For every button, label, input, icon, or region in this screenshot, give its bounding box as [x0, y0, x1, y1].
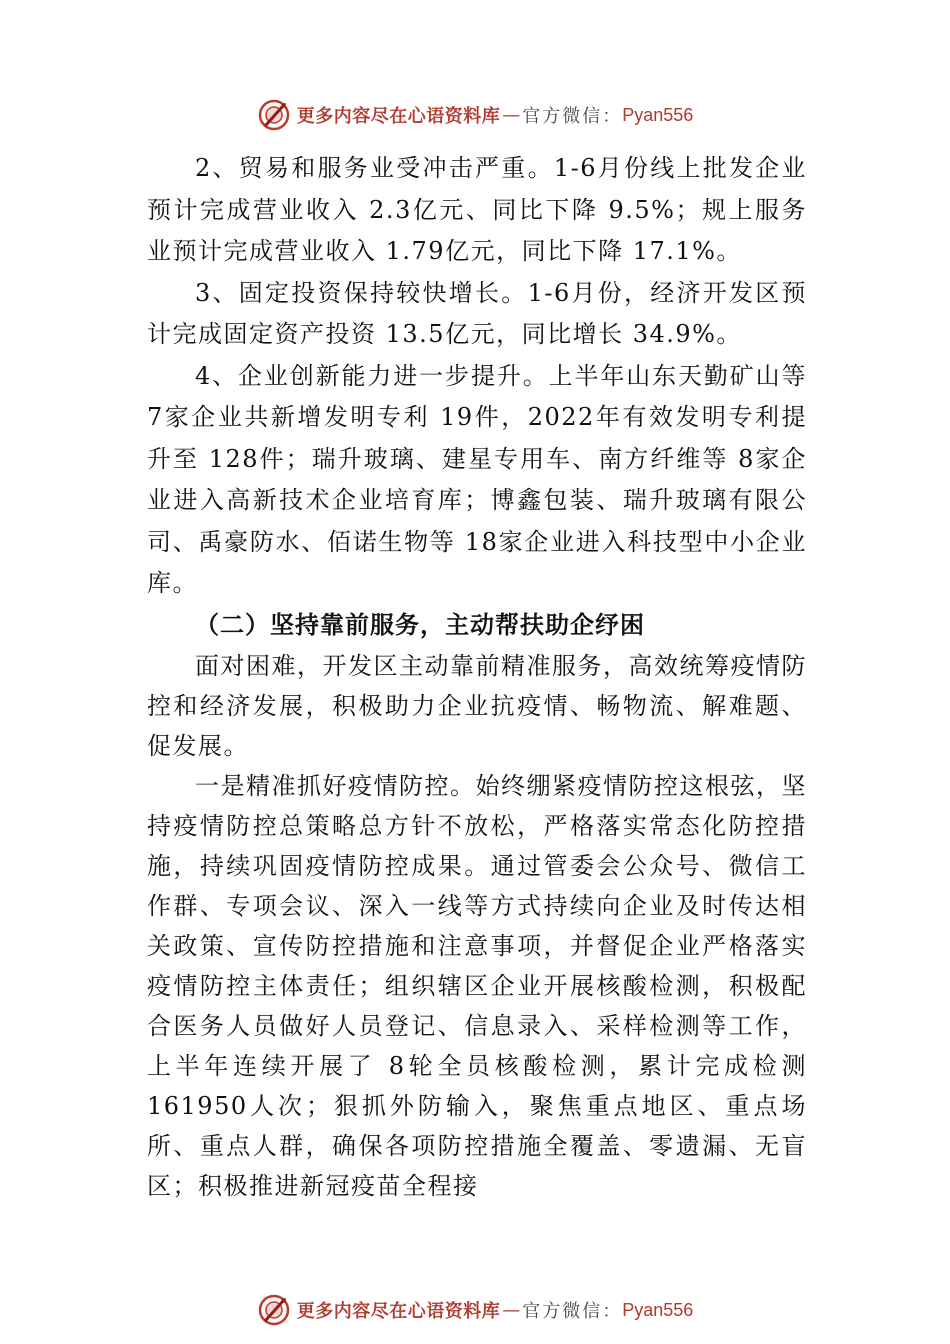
paragraph-epidemic-control: 一是精准抓好疫情防控。始终绷紧疫情防控这根弦，坚持疫情防控总策略总方针不放松，严格落实常态化防控措施，持续巩固疫情防控成果。通过管委会公众号、微信工作群、专项会议、深入一线等方式持续向企业及时传达相关政策、宣传防控措施和注意事项，并督促企业严格落实疫情防控主体责任；组织辖区企业开展核酸检测，积极配合医务人员做好人员登记、信息录入、采样检测等工作，上半年连续开展了 8轮全员核酸检测，累计完成检测 161950人次；狠抓外防输入，聚焦重点地区、重点场所、重点人群，确保各项防控措施全覆盖、零遗漏、无盲区；积极推进新冠疫苗全程接 [147, 772, 807, 1200]
paragraph-innovation: 4、企业创新能力进一步提升。上半年山东天勤矿山等 7家企业共新增发明专利 19件，2022年有效发明专利提升至 128件；瑞升玻璃、建星专用车、南方纤维等 8家企业进入高新技术企业培育库；博鑫包装、瑞升玻璃有限公司、禹豪防水、佰诺生物等 18家企业进入科技型中小企业库。 [147, 361, 807, 597]
watermark-sub-text: 官方微信： [522, 106, 623, 127]
watermark-main-text: 更多内容尽在心语资料库 [296, 1301, 501, 1322]
watermark-dash: — [502, 1299, 521, 1321]
footer-watermark [0, 1290, 950, 1330]
paragraph-service-intro: 面对困难，开发区主动靠前精准服务，高效统筹疫情防控和经济发展，积极助力企业抗疫情、畅物流、解难题、促发展。 [147, 652, 807, 760]
watermark-wechat-id: Pyan556 [622, 1299, 694, 1320]
brand-logo-icon [257, 1293, 291, 1327]
paragraph-fixed-investment: 3、固定投资保持较快增长。1-6月份，经济开发区预计完成固定资产投资 13.5亿元，同比增长 34.9%。 [147, 278, 807, 348]
watermark-dash: — [502, 104, 521, 126]
watermark-sub-text: 官方微信： [522, 1301, 623, 1322]
header-watermark [0, 95, 950, 135]
brand-logo-icon [257, 98, 291, 132]
section-heading: （二）坚持靠前服务，主动帮扶助企纾困 [195, 610, 645, 639]
paragraph-trade-services: 2、贸易和服务业受冲击严重。1-6月份线上批发企业预计完成营业收入 2.3亿元、同比下降 9.5%；规上服务业预计完成营业收入 1.79亿元，同比下降 17.1%。 [147, 154, 807, 265]
document-body [147, 148, 807, 1206]
watermark-main-text: 更多内容尽在心语资料库 [296, 106, 501, 127]
watermark-wechat-id: Pyan556 [622, 104, 694, 125]
